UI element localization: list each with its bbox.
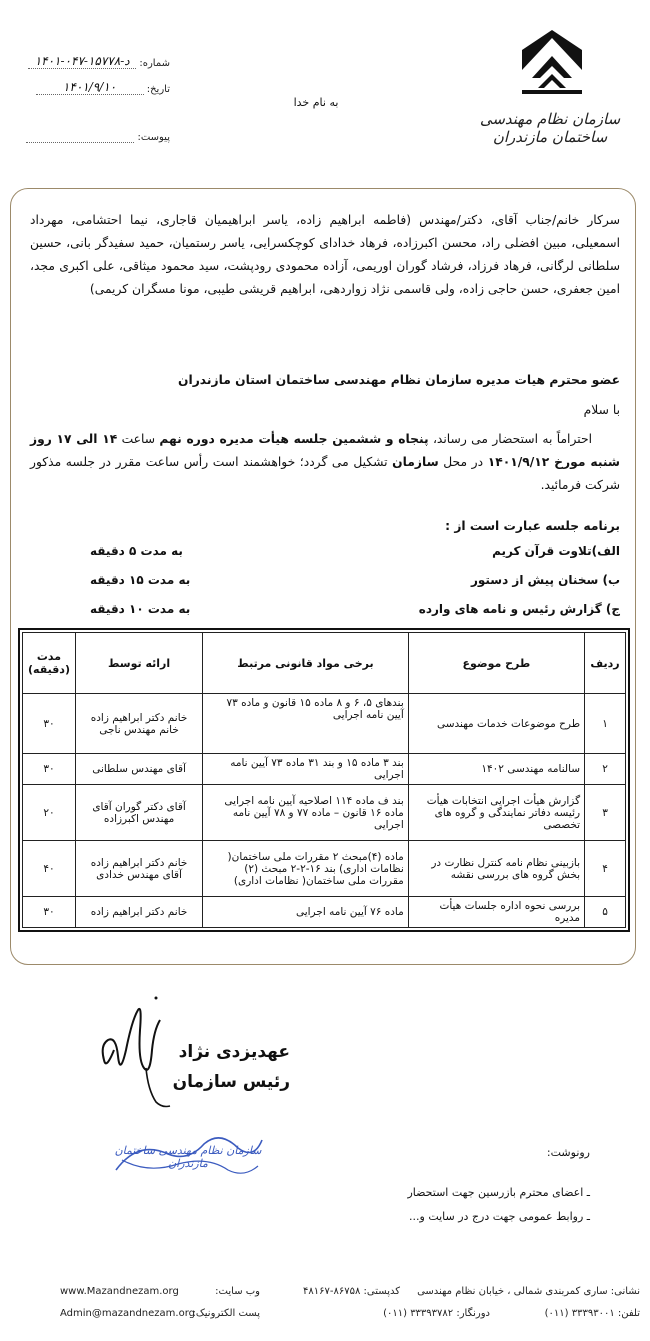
table-header-row <box>23 633 626 694</box>
number-label: شماره: <box>139 58 170 69</box>
col-row-header: ردیف <box>585 633 626 694</box>
greeting: با سلام <box>583 403 620 417</box>
recipients: سرکار خانم/جناب آقای، دکتر/مهندس (فاطمه ابراهیم زاده، یاسر ابراهیمیان قاجاری، نیما احتشامی، مهرداد اسمعیلی، مبین افضلی راد، محسن اکبرزاده، فرهاد خدادای کوچکسرایی، یاسر رستمیان، حمید سفیدگر بانی، حسین سلطانی لرگانی، فرهاد فرزاد، فرشاد گوران اوریمی، آزاده محمودی رودپشت، سید محمود میثاقی، علی اکبری مجد، امین جعفری، حسن حاجی زاده، ولی قاسمی نژاد زواردهی، ابراهیم قریشی طیبی، مونا مسگران کریمی) <box>30 213 620 296</box>
schedule-table <box>22 632 626 928</box>
row-laws: بند ف ماده ۱۱۴ اصلاحیه آیین نامه اجرایی ماده ۱۶ قانون – ماده ۷۷ و ۷۸ آیین نامه اجرایی <box>203 785 409 841</box>
row-number: ۳ <box>585 785 626 841</box>
agenda-item-duration: به مدت ۱۵ دقیقه <box>90 573 191 587</box>
row-topic: سالنامه مهندسی ۱۴۰۲ <box>408 754 584 785</box>
table-row <box>23 754 626 785</box>
row-topic: طرح موضوعات خدمات مهندسی <box>408 694 584 754</box>
row-number: ۱ <box>585 694 626 754</box>
signer-name: عهدیزدی نژاد <box>178 1042 290 1062</box>
cc-item: ـ اعضای محترم بازرسین جهت استحضار <box>407 1186 590 1199</box>
table-row <box>23 785 626 841</box>
row-laws: بندهای ۵، ۶ و ۸ ماده ۱۵ قانون و ماده ۷۳ آیین نامه اجرایی <box>203 694 409 754</box>
attachment-row <box>20 128 170 143</box>
footer <box>50 1280 640 1330</box>
cc-label: رونوشت: <box>546 1146 590 1159</box>
row-number: ۵ <box>585 897 626 928</box>
meeting-place: سازمان <box>392 455 439 469</box>
number-row <box>20 54 170 69</box>
row-laws: ماده ۷۶ آیین نامه اجرایی <box>203 897 409 928</box>
row-presenter: خانم دکتر ابراهیم زاده <box>75 897 202 928</box>
date-label: تاریخ: <box>146 84 170 95</box>
agenda-item <box>60 602 620 631</box>
p1-e: در محل <box>438 455 488 469</box>
basmala: به نام خدا <box>293 96 339 109</box>
agenda-item-duration: به مدت ۵ دقیقه <box>90 544 183 558</box>
signer-title: رئیس سازمان <box>172 1072 290 1092</box>
meeting-time: ۱۴ الی ۱۷ روز شنبه مورخ ۱۴۰۱/۹/۱۲ <box>30 432 620 469</box>
date-row <box>20 80 170 95</box>
agenda-item-label: الف)تلاوت قرآن کریم <box>492 544 620 558</box>
organization-stamp <box>108 1130 268 1180</box>
row-laws: ماده (۴)مبحث ۲ مقررات ملی ساختمان( نظامات اداری) بند ۱۶-۲-۲ مبحث (۲) مقررات ملی ساختمان( نظامات اداری) <box>203 841 409 897</box>
meeting-title: پنجاه و ششمین جلسه هیأت مدیره دوره نهم <box>159 432 429 446</box>
footer-website-link[interactable]: www.Mazandnezam.org <box>60 1286 179 1297</box>
col-laws-header: برخی مواد قانونی مرتبط <box>203 633 409 694</box>
org-name: سازمان نظام مهندسی ساختمان مازندران <box>479 110 621 146</box>
footer-postal: کدپستی: ۸۶۷۵۸-۴۸۱۶۷ <box>303 1286 400 1297</box>
agenda-item-duration: به مدت ۱۰ دقیقه <box>90 602 191 616</box>
invitation-paragraph <box>30 428 620 497</box>
table-row <box>23 694 626 754</box>
row-number: ۴ <box>585 841 626 897</box>
footer-email-link[interactable]: Admin@mazandnezam.org <box>60 1308 195 1319</box>
footer-website-label: وب سایت: <box>215 1286 260 1297</box>
col-duration-header: مدت (دقیقه) <box>23 633 76 694</box>
row-presenter: آقای دکتر گوران آقای مهندس اکبرزاده <box>75 785 202 841</box>
attachment-value <box>26 128 134 143</box>
col-topic-header: طرح موضوع <box>408 633 584 694</box>
addressee: عضو محترم هیات مدیره سازمان نظام مهندسی ساختمان استان مازندران <box>177 373 620 387</box>
row-presenter: خانم دکتر ابراهیم زاده آقای مهندس خدادی <box>75 841 202 897</box>
stamp-text: سازمان نظام مهندسی ساختمان مازندران <box>114 1144 262 1170</box>
p1-g: تشکیل می گردد؛ خواهشمند است رأس ساعت مقرر در جلسه مذکور شرکت فرمائید. <box>30 455 620 492</box>
row-duration: ۳۰ <box>23 897 76 928</box>
row-topic: بررسی نحوه اداره جلسات هیأت مدیره <box>408 897 584 928</box>
table-row <box>23 897 626 928</box>
row-topic: گزارش هیأت اجرایی انتخابات هیأت رئیسه دفاتر نمایندگی و گروه های تخصصی <box>408 785 584 841</box>
footer-email-label: پست الکترونیک: <box>192 1308 260 1319</box>
row-presenter: آقای مهندس سلطانی <box>75 754 202 785</box>
attachment-label: پیوست: <box>137 132 170 143</box>
agenda-item <box>60 544 620 573</box>
number-value: ۱۴۰۱-۰۴۷-د-۱۵۷۷۸ <box>28 54 136 69</box>
row-duration: ۳۰ <box>23 754 76 785</box>
row-duration: ۳۰ <box>23 694 76 754</box>
col-presenter-header: ارائه توسط <box>75 633 202 694</box>
org-logo <box>512 30 592 105</box>
agenda-item-label: ب) سخنان پیش از دستور <box>470 573 620 587</box>
row-topic: بازبینی نظام نامه کنترل نظارت در بخش گروه های بررسی نقشه <box>408 841 584 897</box>
date-value: ۱۴۰۱/۹/۱۰ <box>36 80 144 95</box>
agenda-item-label: ج) گزارش رئیس و نامه های وارده <box>418 602 620 616</box>
building-logo-icon <box>512 30 592 105</box>
table-row <box>23 841 626 897</box>
row-number: ۲ <box>585 754 626 785</box>
row-presenter: خانم دکتر ابراهیم زاده خانم مهندس ناجی <box>75 694 202 754</box>
schedule-table-wrap <box>18 628 630 932</box>
p1-c: ساعت <box>117 432 160 446</box>
row-laws: بند ۳ ماده ۱۵ و بند ۳۱ ماده ۷۳ آیین نامه اجرایی <box>203 754 409 785</box>
footer-fax: دورنگار: ۳۳۳۹۳۷۸۲ (۰۱۱) <box>383 1308 490 1319</box>
agenda-title: برنامه جلسه عبارت است از : <box>445 519 620 533</box>
row-duration: ۴۰ <box>23 841 76 897</box>
cc-item: ـ روابط عمومی جهت درج در سایت و... <box>409 1210 590 1223</box>
row-duration: ۲۰ <box>23 785 76 841</box>
footer-address: نشانی: ساری کمربندی شمالی ، خیابان نظام مهندسی <box>417 1286 640 1297</box>
p1-a: احتراماً به استحضار می رساند، <box>428 432 592 446</box>
agenda-item <box>60 573 620 602</box>
agenda-list <box>60 544 620 631</box>
footer-phone: تلفن: ۳۳۳۹۳۰۰۱ (۰۱۱) <box>544 1308 640 1319</box>
